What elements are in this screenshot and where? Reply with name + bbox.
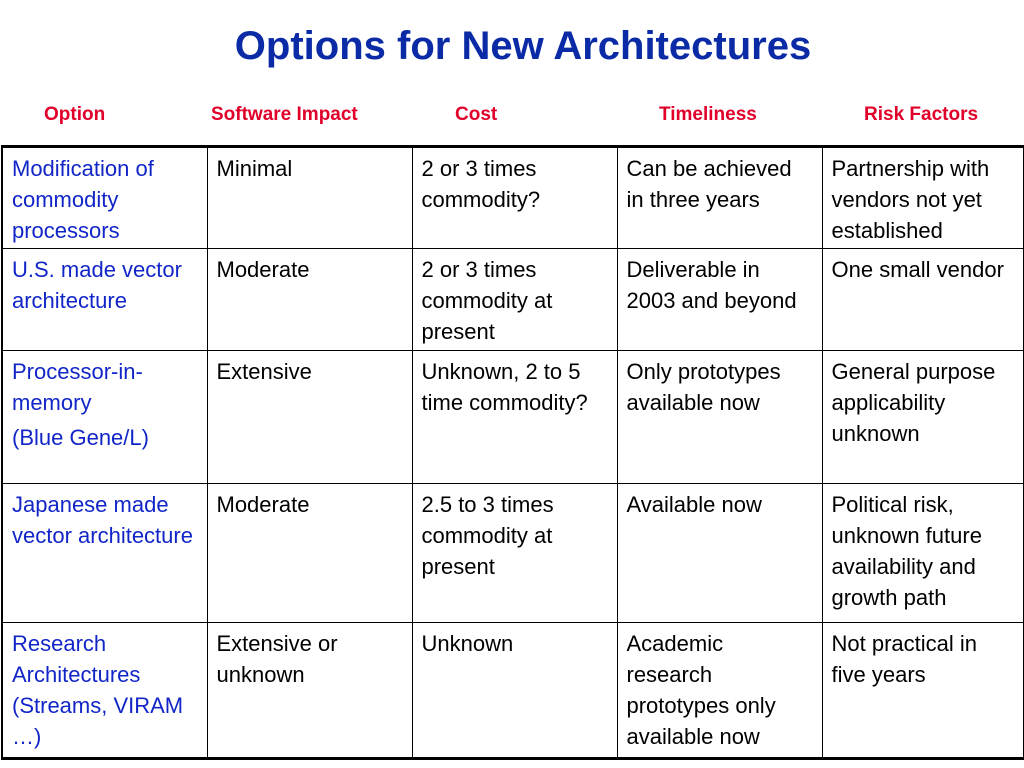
option-cell	[2, 147, 207, 249]
option-cell	[2, 351, 207, 484]
software-impact-cell: Extensive	[207, 351, 412, 484]
cost-cell: Unknown, 2 to 5 time commodity?	[412, 351, 617, 484]
table-row-processor-in-memory	[2, 351, 1024, 484]
option-subtext: (Blue Gene/L)	[12, 425, 149, 450]
cost-cell: 2 or 3 times commodity?	[412, 147, 617, 249]
option-text: Processor-in-memory	[12, 359, 143, 415]
option-text: Research Architectures (Streams, VIRAM …)	[12, 631, 184, 749]
option-cell	[2, 623, 207, 759]
option-text: Modification of commodity processors	[12, 156, 154, 243]
timeliness-cell: Available now	[617, 484, 822, 623]
software-impact-cell: Moderate	[207, 484, 412, 623]
option-cell	[2, 249, 207, 351]
software-impact-cell: Moderate	[207, 249, 412, 351]
column-header-timeliness: Timeliness	[659, 104, 757, 125]
timeliness-cell: Only prototypes available now	[617, 351, 822, 484]
timeliness-cell: Can be achieved in three years	[617, 147, 822, 249]
timeliness-cell: Academic research prototypes only available now	[617, 623, 822, 759]
table-row-research-architectures	[2, 623, 1024, 759]
timeliness-cell: Deliverable in 2003 and beyond	[617, 249, 822, 351]
software-impact-cell: Extensive or unknown	[207, 623, 412, 759]
cost-cell: Unknown	[412, 623, 617, 759]
table-row-commodity-processors	[2, 147, 1024, 249]
risk-factors-cell: Not practical in five years	[822, 623, 1024, 759]
option-text: U.S. made vector architecture	[12, 257, 182, 313]
column-header-cost: Cost	[455, 104, 498, 125]
column-header-option: Option	[44, 104, 106, 125]
table-row-us-vector	[2, 249, 1024, 351]
table-row-japanese-vector	[2, 484, 1024, 623]
options-table	[1, 145, 1024, 760]
slide-title: Options for New Architectures	[234, 24, 812, 68]
cost-cell: 2 or 3 times commodity at present	[412, 249, 617, 351]
option-cell	[2, 484, 207, 623]
risk-factors-cell: Partnership with vendors not yet established	[822, 147, 1024, 249]
option-text: Japanese made vector architecture	[12, 492, 193, 548]
risk-factors-cell: General purpose applicability unknown	[822, 351, 1024, 484]
risk-factors-cell: One small vendor	[822, 249, 1024, 351]
column-header-software-impact: Software Impact	[211, 104, 358, 125]
column-header-risk-factors: Risk Factors	[864, 104, 979, 125]
cost-cell: 2.5 to 3 times commodity at present	[412, 484, 617, 623]
risk-factors-cell: Political risk, unknown future availability and growth path	[822, 484, 1024, 623]
software-impact-cell: Minimal	[207, 147, 412, 249]
